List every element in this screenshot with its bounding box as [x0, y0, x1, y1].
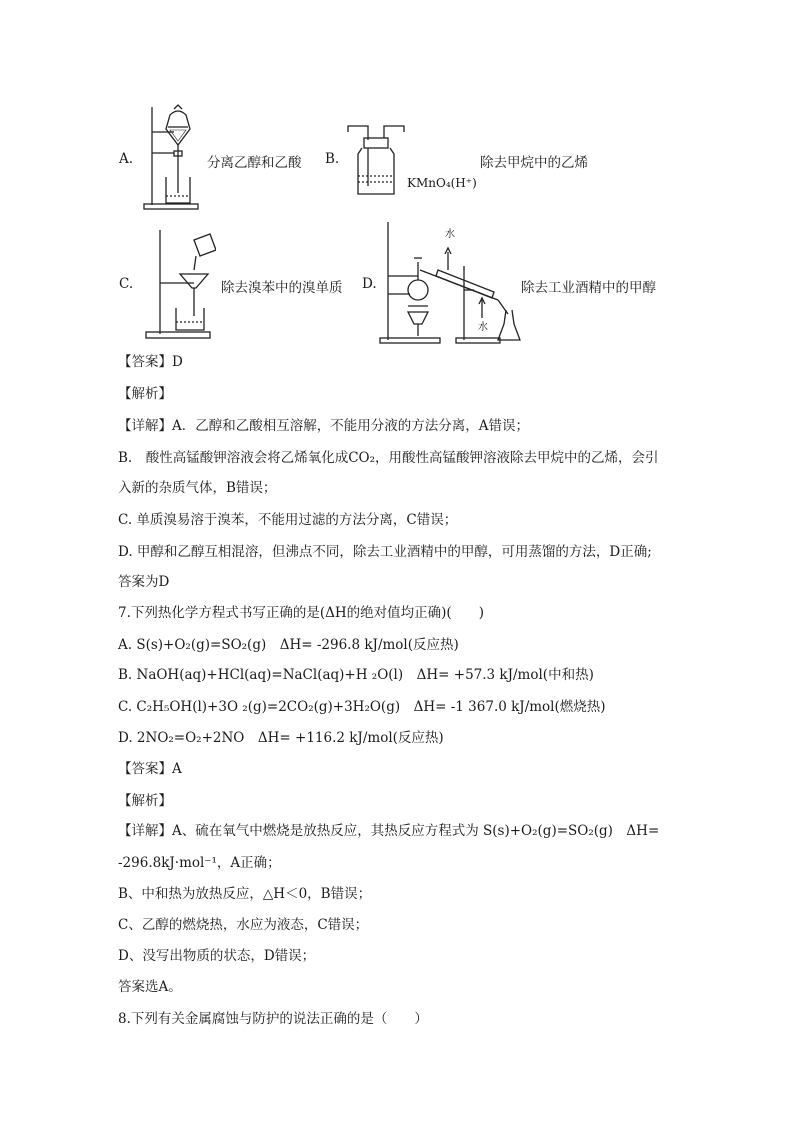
option-d-text: 除去工业酒精中的甲醇 — [521, 280, 656, 296]
q7-detail-b: B、中和热为放热反应，△H＜0，B错误； — [118, 886, 372, 902]
option-a-text: 分离乙醇和乙酸 — [207, 155, 302, 171]
q6-detail-d: D. 甲醇和乙醇互相混溶，但沸点不同，除去工业酒精中的甲醇，可用蒸馏的方法，D正确; — [118, 544, 652, 560]
q6-detail-b-line2: 入新的杂质气体，B错误； — [118, 480, 277, 496]
option-c-text: 除去溴苯中的溴单质 — [221, 280, 343, 296]
q7-detail-a-line1: 【详解】A、硫在氧气中燃烧是放热反应，其热反应方程式为 S(s)+O₂(g)=SO₂(g) ΔH= — [118, 823, 660, 839]
q7-option-a: A. S(s)+O₂(g)=SO₂(g) ΔH= -296.8 kJ/mol(反应热) — [118, 637, 459, 653]
q7-detail-d: D、没写出物质的状态，D错误； — [118, 948, 316, 964]
option-b-text: 除去甲烷中的乙烯 — [480, 155, 588, 171]
q7-answer: 【答案】A — [118, 761, 182, 777]
q6-answer: 【答案】D — [118, 354, 183, 370]
q8-stem: 8.下列有关金属腐蚀与防护的说法正确的是（ ） — [118, 1011, 428, 1027]
q7-option-c: C. C₂H₅OH(l)+3O ₂(g)=2CO₂(g)+3H₂O(g) ΔH= -1 367.0 kJ/mol(燃烧热) — [118, 699, 606, 715]
option-b-reagent-label: KMnO₄(H⁺) — [407, 176, 477, 190]
separatory-funnel-apparatus-figure — [140, 103, 202, 211]
option-d-water-label-bottom: 水 — [478, 322, 488, 333]
q6-analysis-heading: 【解析】 — [118, 386, 172, 402]
option-b-label: B. — [325, 151, 340, 167]
q6-detail-c: C. 单质溴易溶于溴苯，不能用过滤的方法分离，C错误； — [118, 512, 458, 528]
q7-detail-a-line2: -296.8kJ·mol⁻¹，A正确； — [118, 855, 281, 871]
q7-option-d: D. 2NO₂=O₂+2NO ΔH= +116.2 kJ/mol(反应热) — [118, 730, 444, 746]
option-a-label: A. — [119, 151, 134, 167]
q6-conclusion: 答案为D — [118, 574, 170, 590]
gas-washing-bottle-figure — [344, 122, 408, 200]
filtration-apparatus-figure — [140, 228, 216, 340]
option-d-label: D. — [362, 276, 377, 292]
option-d-water-label-top: 水 — [445, 229, 455, 240]
q7-stem: 7.下列热化学方程式书写正确的是(ΔH的绝对值均正确)( ) — [118, 605, 484, 621]
q7-detail-c: C、乙醇的燃烧热，水应为液态，C错误； — [118, 917, 369, 933]
q7-conclusion: 答案选A。 — [118, 979, 182, 995]
q6-detail-b-line1: B. 酸性高锰酸钾溶液会将乙烯氧化成CO₂，用酸性高锰酸钾溶液除去甲烷中的乙烯，会引 — [118, 450, 659, 466]
q6-detail-a: 【详解】A．乙醇和乙酸相互溶解，不能用分液的方法分离，A错误； — [118, 418, 529, 434]
q7-option-b: B. NaOH(aq)+HCl(aq)=NaCl(aq)+H ₂O(l) ΔH= +57.3 kJ/mol(中和热) — [118, 667, 594, 683]
option-c-label: C. — [119, 276, 134, 292]
q7-analysis-heading: 【解析】 — [118, 793, 172, 809]
